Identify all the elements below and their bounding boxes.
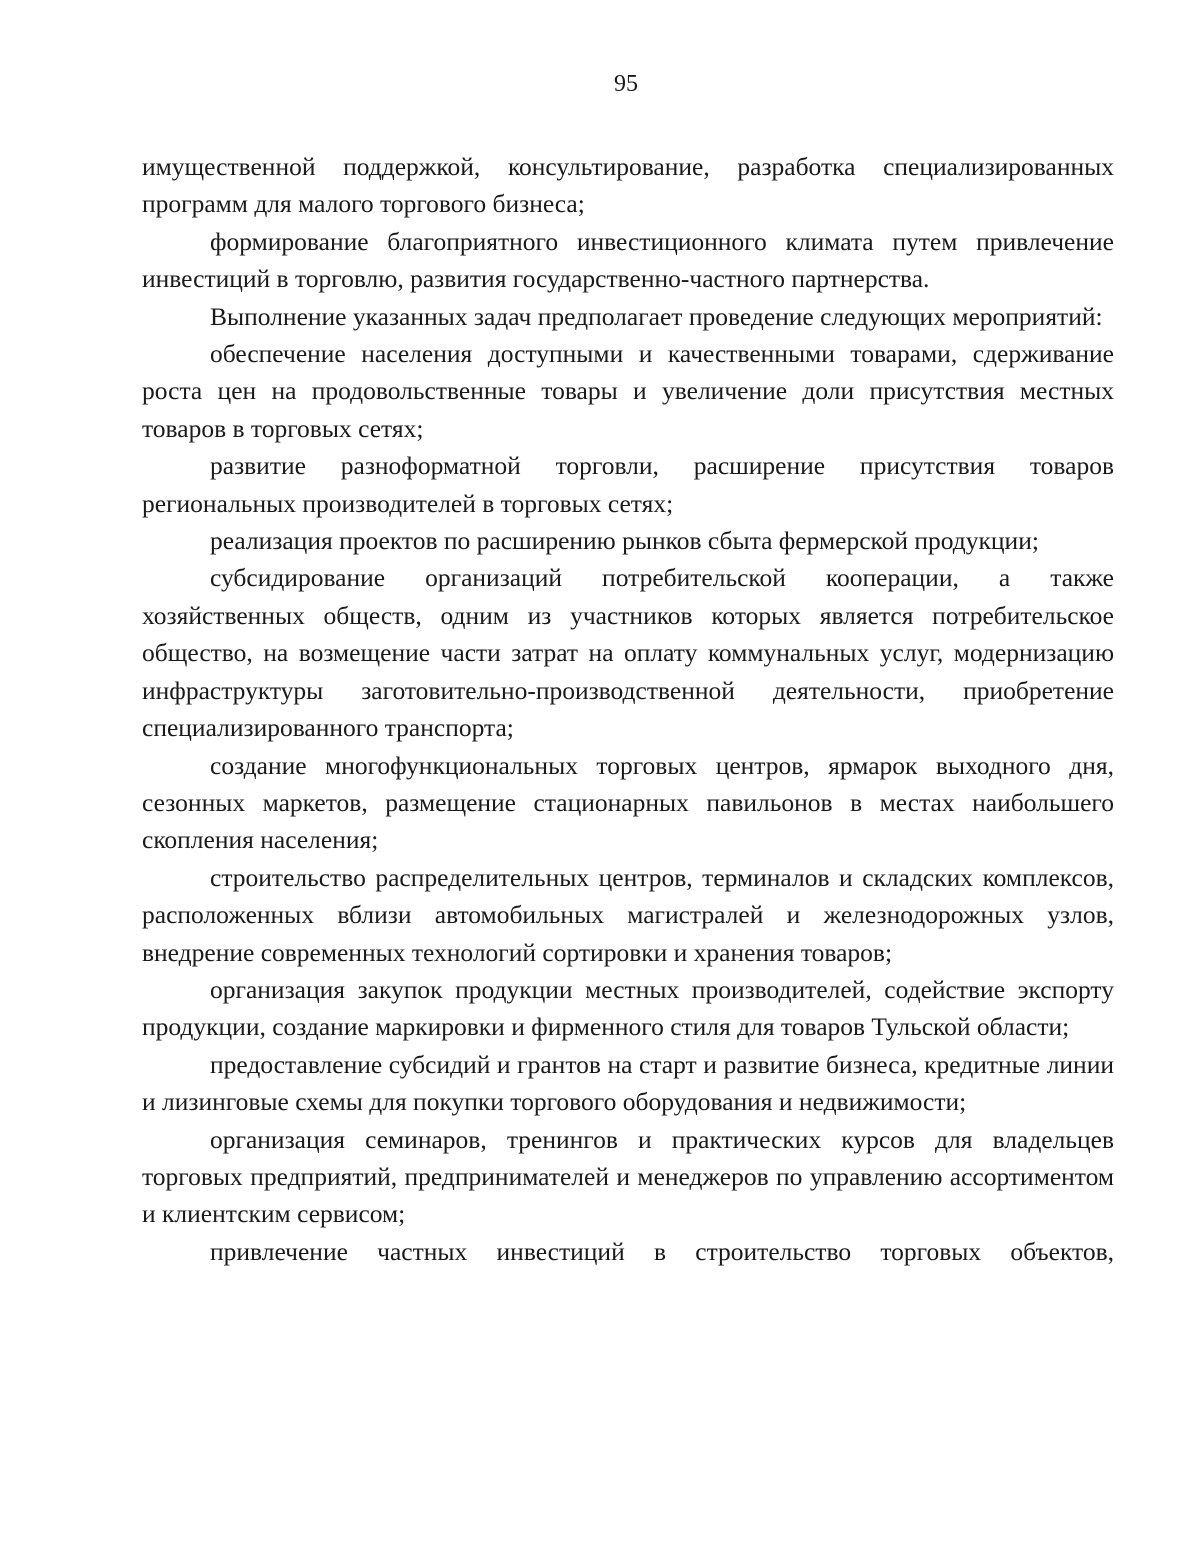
paragraph: строительство распределительных центров, терминалов и складских комплексов, расположенных вблизи автомобильных магистралей и железнодорожных узлов, внедрение современных технологий сортировки и хранения товаров; — [142, 862, 1114, 967]
paragraph: субсидирование организаций потребительской кооперации, а также хозяйственных обществ, одним из участников которых является потребительское общество, на возмещение части затрат на оплату коммунальных услуг, модернизацию инфраструктуры заготовительно-производственной деятельности, приобретение специализированного транспорта; — [142, 563, 1114, 743]
paragraph: обеспечение населения доступными и качественными товарами, сдерживание роста цен на продовольственные товары и увеличение доли присутствия местных товаров в торговых сетях; — [142, 339, 1114, 443]
paragraph: организация семинаров, тренингов и практических курсов для владельцев торговых предприятий, предпринимателей и менеджеров по управлению ассортиментом и клиентским сервисом; — [142, 1124, 1114, 1229]
paragraph: формирование благоприятного инвестиционного климата путем привлечение инвестиций в торговлю, развития государственно-частного партнерства. — [142, 226, 1114, 294]
paragraph: предоставление субсидий и грантов на старт и развитие бизнеса, кредитные линии и лизинговые схемы для покупки торгового оборудования и недвижимости; — [142, 1049, 1114, 1117]
paragraph-continuation: имущественной поддержкой, консультирование, разработка специализированных программ для малого торгового бизнеса; — [142, 152, 1114, 219]
paragraph: организация закупок продукции местных производителей, содействие экспорту продукции, создание маркировки и фирменного стиля для товаров Тульской области; — [142, 974, 1114, 1042]
page-number: 95 — [614, 71, 638, 97]
paragraph: реализация проектов по расширению рынков сбыта фермерской продукции; — [210, 526, 1039, 556]
paragraph-continues-next-page: привлечение частных инвестиций в строительство торговых объектов, — [210, 1236, 1114, 1266]
paragraph: развитие разноформатной торговли, расширение присутствия товаров региональных производителей в торговых сетях; — [142, 451, 1114, 518]
document-body — [142, 148, 1114, 1270]
paragraph: Выполнение указанных задач предполагает проведение следующих мероприятий: — [210, 301, 1103, 331]
paragraph: создание многофункциональных торговых центров, ярмарок выходного дня, сезонных маркетов, размещение стационарных павильонов в местах наибольшего скопления населения; — [142, 750, 1114, 855]
